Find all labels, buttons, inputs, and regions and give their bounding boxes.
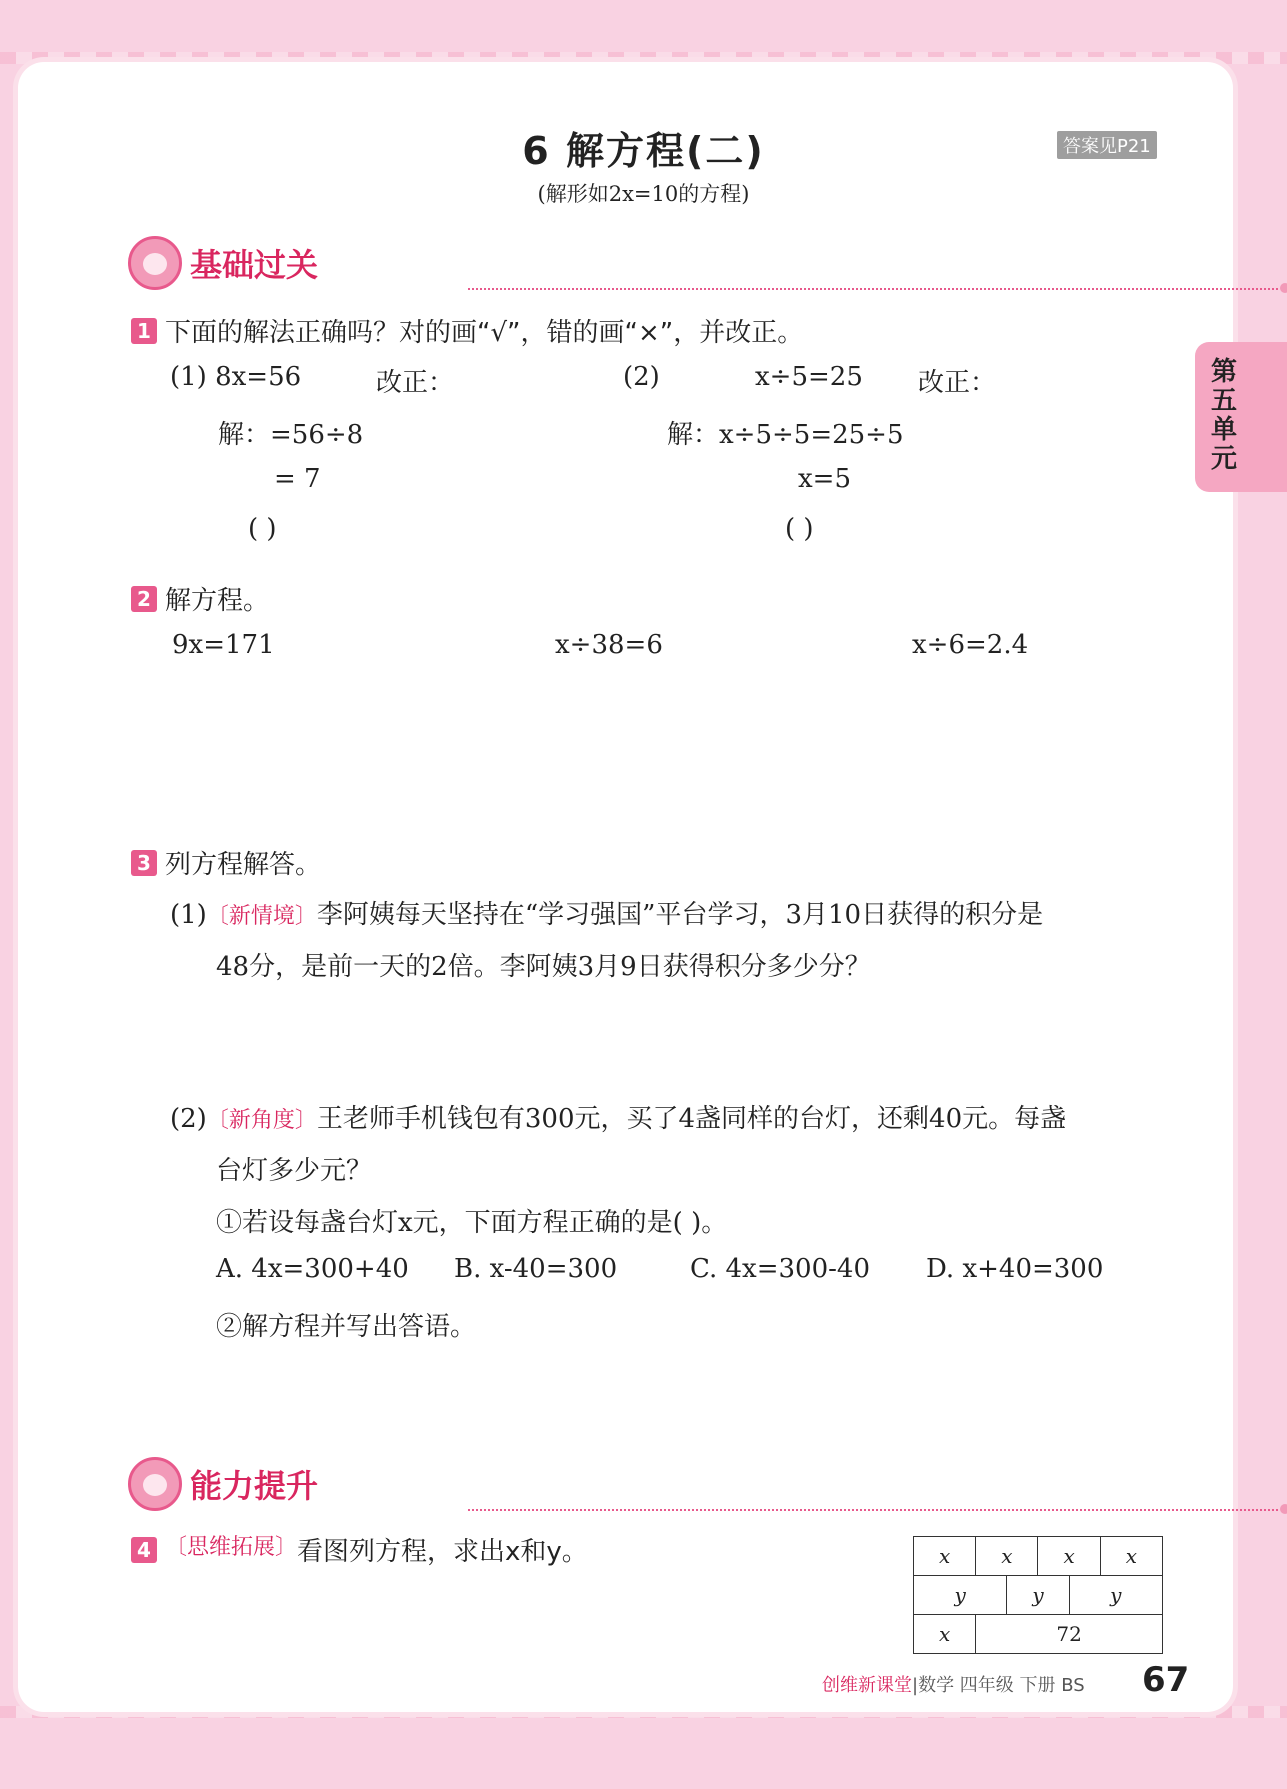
q1-part1-equation: (1) 8x=56	[170, 362, 302, 392]
q4-figure-table	[913, 1536, 1163, 1654]
figure-cell: y	[1069, 1576, 1162, 1615]
mascot-face-icon	[128, 236, 182, 290]
page-title: 6 解方程(二)	[522, 129, 765, 173]
q3-option-d: D. x+40=300	[926, 1254, 1104, 1284]
q1-part2-answer-blank[interactable]: ( )	[785, 514, 814, 544]
q1-part2-step2: x=5	[798, 464, 851, 494]
question-number: 3	[131, 850, 157, 876]
question-number: 1	[131, 318, 157, 344]
question-number: 2	[131, 586, 157, 612]
q1-part1-step1: 解：=56÷8	[218, 420, 364, 450]
question-tag: 〔思维拓展〕	[165, 1535, 298, 1560]
q2-equation-3: x÷6=2.4	[912, 630, 1029, 660]
section-label: 能力提升	[190, 1467, 319, 1505]
question-text: 列方程解答。	[165, 850, 322, 880]
question-1-header	[131, 312, 803, 349]
figure-cell: y	[1007, 1576, 1069, 1615]
question-3-header	[131, 844, 321, 881]
q1-part2-equation: x÷5=25	[755, 362, 863, 392]
q1-part1-answer-blank[interactable]: ( )	[248, 514, 277, 544]
q3-option-a: A. 4x=300+40	[216, 1254, 409, 1284]
q3-part2-tag: 〔新角度〕	[206, 1108, 317, 1133]
q3-option-b: B. x-40=300	[454, 1254, 618, 1284]
figure-cell: x	[1038, 1537, 1100, 1576]
figure-cell: 72	[976, 1615, 1163, 1654]
q3-option-c: C. 4x=300-40	[690, 1254, 870, 1284]
q3-part2-sub1: ①若设每盏台灯x元，下面方程正确的是( )。	[216, 1208, 728, 1238]
unit-side-tab	[1195, 342, 1287, 492]
footer-course: |数学 四年级 下册 BS	[912, 1675, 1085, 1696]
section-divider	[468, 1509, 1278, 1511]
q1-part1-step2: = 7	[274, 464, 321, 494]
q2-equation-2: x÷38=6	[555, 630, 663, 660]
section-label: 基础过关	[190, 246, 319, 284]
answer-reference-badge: 答案见P21	[1057, 131, 1157, 159]
q3-part1-text: 李阿姨每天坚持在“学习强国”平台学习，3月10日获得的积分是	[316, 900, 1044, 930]
footer-info	[822, 1671, 1085, 1697]
q1-part1-fix-label: 改正：	[376, 368, 455, 398]
figure-row-x	[914, 1537, 1163, 1576]
question-2-header	[131, 580, 269, 617]
q3-part2-line1	[170, 1098, 1066, 1135]
figure-cell: x	[976, 1537, 1038, 1576]
q3-part2-index: (2)	[170, 1104, 207, 1134]
question-text: 解方程。	[165, 586, 270, 616]
page-subtitle: (解形如2x=10的方程)	[537, 182, 750, 206]
q1-part2-fix-label: 改正：	[918, 368, 997, 398]
q3-part1-line2: 48分，是前一天的2倍。李阿姨3月9日获得积分多少分？	[216, 952, 871, 982]
question-text: 看图列方程，求出x和y。	[297, 1537, 588, 1567]
question-number: 4	[131, 1537, 157, 1563]
figure-cell: x	[1100, 1537, 1162, 1576]
q3-part1-line1	[170, 894, 1043, 931]
mascot-face-icon	[128, 1457, 182, 1511]
section-divider	[468, 288, 1278, 290]
figure-cell: y	[914, 1576, 1007, 1615]
figure-cell: x	[914, 1615, 976, 1654]
q3-part1-tag: 〔新情境〕	[206, 904, 317, 929]
q3-part2-text: 王老师手机钱包有300元，买了4盏同样的台灯，还剩40元。每盏	[316, 1104, 1067, 1134]
q1-part2-index: (2)	[623, 362, 660, 392]
q2-equation-1: 9x=171	[172, 630, 275, 660]
unit-side-tab-label: 第五单元	[1210, 357, 1237, 474]
question-text: 下面的解法正确吗？对的画“√”，错的画“×”，并改正。	[165, 318, 804, 348]
q3-part2-sub2: ②解方程并写出答语。	[216, 1312, 477, 1342]
question-4-header	[131, 1530, 588, 1568]
q3-part2-line2: 台灯多少元？	[216, 1156, 373, 1186]
page-number: 67	[1142, 1660, 1190, 1700]
figure-row-total	[914, 1615, 1163, 1654]
figure-row-y	[914, 1576, 1163, 1615]
footer-brand: 创维新课堂	[822, 1675, 912, 1696]
q1-part2-step1: 解：x÷5÷5=25÷5	[667, 420, 904, 450]
q3-part1-index: (1)	[170, 900, 207, 930]
figure-cell: x	[914, 1537, 976, 1576]
